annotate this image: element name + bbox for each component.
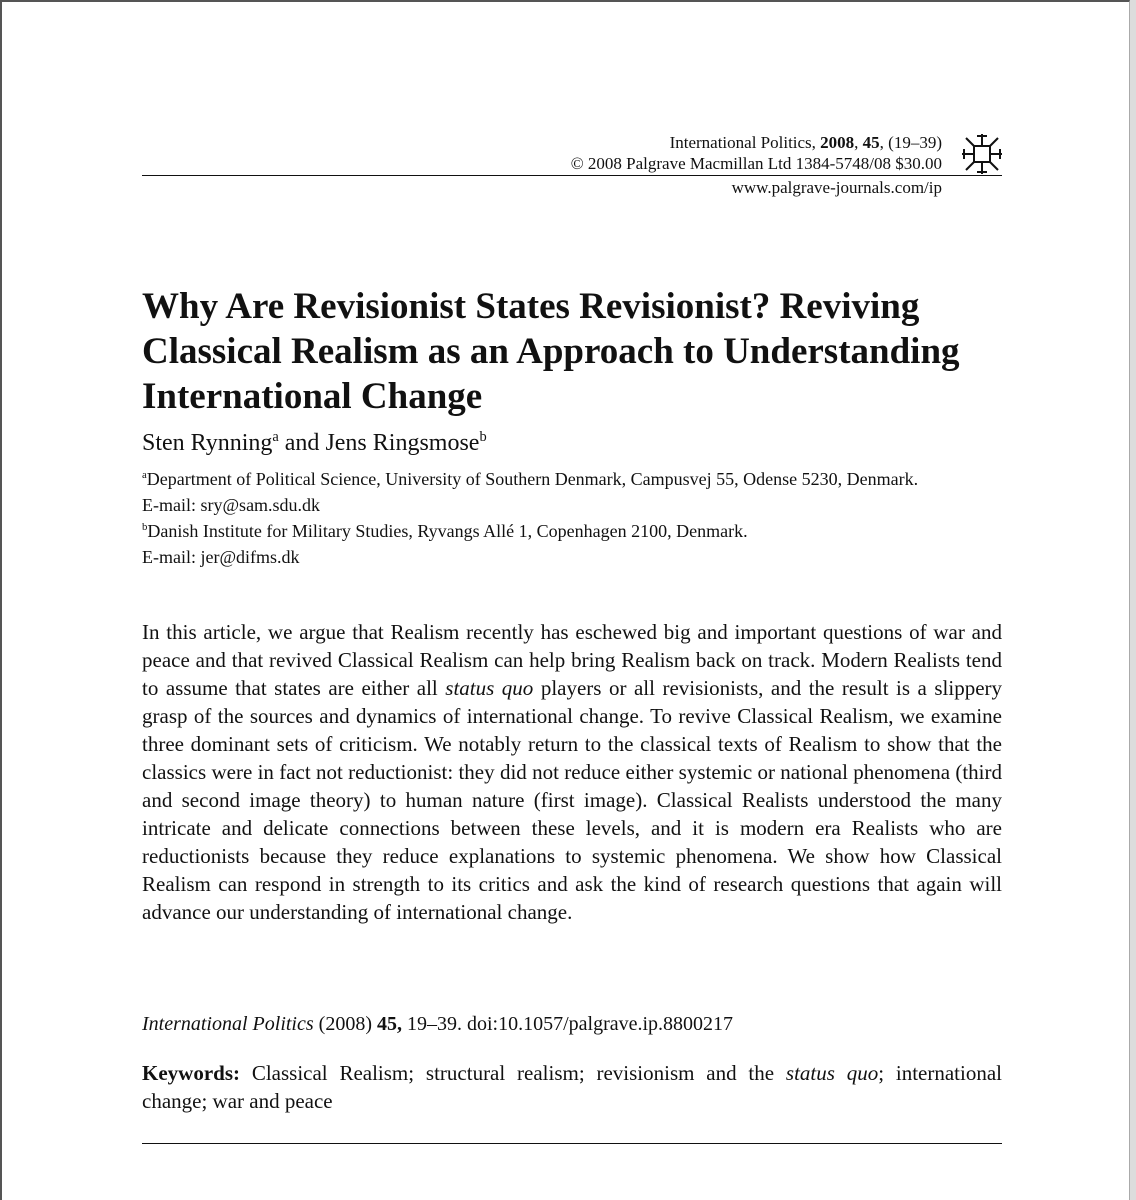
author-line	[142, 430, 487, 457]
keywords-text: Classical Realism; structural realism; revisionism and the	[251, 1061, 775, 1085]
affiliation	[142, 466, 1004, 492]
keywords-text: ; international change; war and peace	[142, 1061, 1002, 1113]
abstract-text: In this article, we argue that Realism recently has eschewed big and important questions of war and peace and that revived Classical Realism can help bring Realism back on track. Modern Realists tend to assume that states are either all	[142, 620, 1002, 700]
article-title: Why Are Revisionist States Revisionist? Reviving Classical Realism as an Approach to Understanding International Change	[142, 286, 960, 417]
journal-header	[142, 132, 942, 174]
header-rule	[142, 175, 1002, 176]
citation-year: (2008)	[318, 1013, 372, 1035]
affiliation-superscript: a	[142, 469, 147, 481]
journal-url[interactable]: www.palgrave-journals.com/ip	[731, 178, 942, 197]
abstract-text: players or all revisionists, and the result is a slippery grasp of the sources and dynamics of international change. To revive Classical Realism, we examine three dominant sets of criticism. We notably return to the classical texts of Realism to show that the classics were in fact not reductionist: they did not reduce either systemic or national phenomena (third and second image theory) to human nature (first image). Classical Realists understood the many intricate and delicate connections between these levels, and it is modern era Realists who are reductionists because they reduce explanations to systemic phenomena. We show how Classical Realism can respond in strength to its critics and ask the kind of research questions that again will advance our understanding of international change.	[142, 676, 1003, 924]
author-name: Sten Rynning	[142, 430, 273, 456]
citation-volume: 45,	[376, 1013, 402, 1035]
journal-pages: (19–39)	[888, 133, 942, 152]
publisher-logo-icon	[960, 132, 1004, 176]
author-name: Jens Ringsmose	[325, 430, 480, 456]
citation-line	[142, 1013, 733, 1036]
affiliation-email[interactable]: E-mail: jer@difms.dk	[142, 547, 300, 567]
author-connector: and	[284, 430, 320, 456]
citation-doi[interactable]: 19–39. doi:10.1057/palgrave.ip.8800217	[406, 1013, 734, 1035]
keywords	[142, 1059, 1002, 1115]
journal-volume: 45	[862, 133, 880, 152]
keywords-italic: status quo	[785, 1061, 879, 1085]
citation-journal: International Politics	[142, 1013, 314, 1035]
author-superscript: a	[272, 429, 279, 445]
affiliation-text: Danish Institute for Military Studies, Ryvangs Allé 1, Copenhagen 2100, Denmark.	[147, 521, 748, 541]
affiliation-superscript: b	[142, 521, 148, 533]
affiliation-text: Department of Political Science, University of Southern Denmark, Campusvej 55, Odense 5230, Denmark.	[146, 469, 919, 489]
affiliation-email[interactable]: E-mail: sry@sam.sdu.dk	[142, 495, 321, 515]
abstract-italic: status quo	[445, 676, 534, 700]
keywords-label: Keywords:	[142, 1061, 240, 1085]
copyright-line: © 2008 Palgrave Macmillan Ltd 1384-5748/08 $30.00	[570, 154, 942, 173]
journal-citation-line: International Politics, 2008, 45, (19–39)	[669, 133, 942, 152]
author-superscript: b	[479, 429, 487, 445]
journal-name: International Politics,	[669, 133, 816, 152]
affiliations	[142, 466, 1004, 570]
abstract	[142, 618, 1002, 926]
journal-year: 2008	[820, 133, 855, 152]
bottom-rule	[142, 1143, 1002, 1144]
affiliation	[142, 518, 1004, 544]
